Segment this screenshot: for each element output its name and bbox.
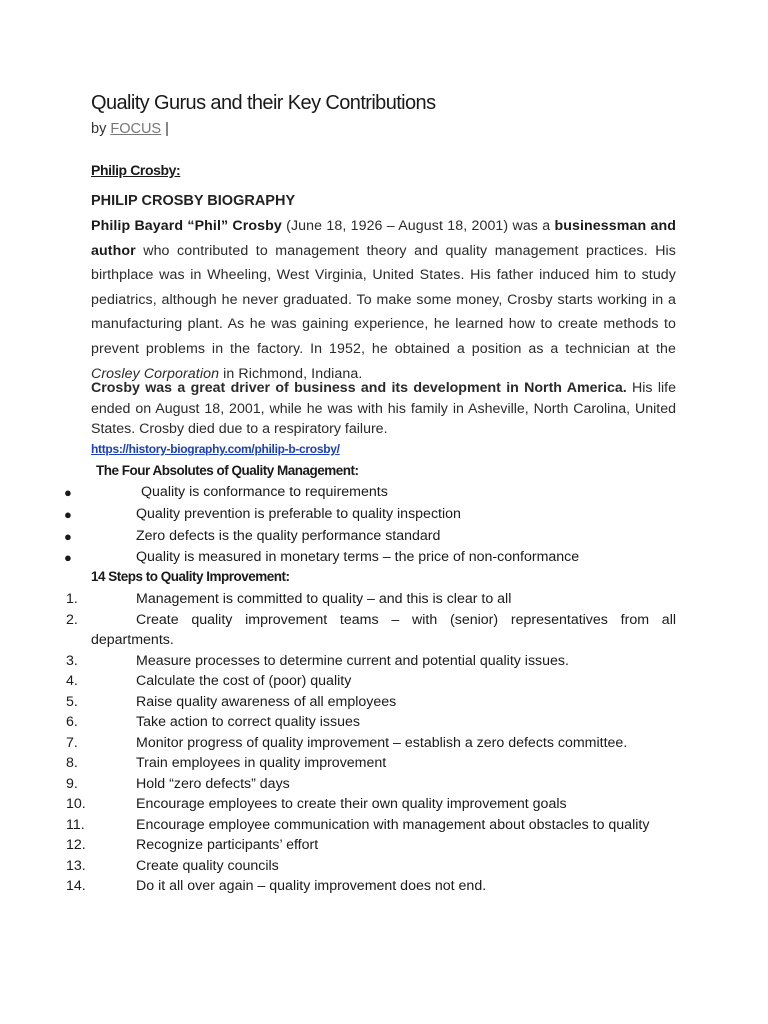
step-item [0, 589, 768, 610]
byline-suffix: | [161, 121, 169, 137]
step-item [0, 753, 768, 774]
step-number: 4. [66, 673, 78, 689]
bullet-icon: ● [64, 506, 72, 522]
bio-text-1: (June 18, 1926 – August 18, 2001) was a [281, 218, 555, 234]
list-item-text: Quality is conformance to requirements [141, 484, 388, 500]
step-text: Monitor progress of quality improvement – establish a zero defects committee. [136, 734, 628, 751]
absolutes-heading: The Four Absolutes of Quality Management: [96, 463, 359, 478]
step-item [0, 835, 768, 856]
step-number: 11. [66, 816, 85, 833]
bullet-icon: ● [64, 528, 72, 544]
step-number: 2. [66, 611, 78, 628]
step-text: Recognize participants’ effort [136, 837, 319, 853]
step-number: 1. [66, 591, 78, 607]
bio-role: businessman and author [91, 218, 676, 259]
list-item [0, 547, 768, 569]
step-text: Take action to correct quality issues [136, 714, 360, 730]
source-link[interactable]: https://history-biography.com/philip-b-crosby/ [91, 442, 340, 456]
step-text: Train employees in quality improvement [136, 755, 387, 771]
step-number: 14. [66, 878, 86, 894]
steps-list [0, 589, 768, 897]
list-item [0, 526, 768, 548]
biography-paragraph [91, 214, 676, 386]
step-number: 8. [66, 755, 78, 771]
legacy-bold-text: Crosby was a great driver of business and its development in North America. [91, 380, 627, 396]
bullet-icon: ● [64, 550, 72, 566]
step-number: 7. [66, 734, 78, 751]
step-item [0, 794, 768, 815]
step-text: Do it all over again – quality improvement does not end. [136, 878, 487, 894]
step-text: Calculate the cost of (poor) quality [136, 673, 352, 689]
list-item [0, 504, 768, 526]
step-text: Create quality improvement teams – with (senior) representatives from all departments. [91, 611, 676, 648]
bullet-icon: ● [64, 485, 72, 500]
byline [91, 121, 169, 137]
author-link[interactable]: FOCUS [110, 121, 162, 137]
step-text: Hold “zero defects” days [136, 775, 290, 792]
step-text: Encourage employee communication with management about obstacles to quality [136, 816, 650, 833]
step-item [0, 610, 768, 651]
step-number: 13. [66, 857, 86, 874]
step-number: 9. [66, 775, 78, 792]
list-item [0, 482, 768, 504]
step-number: 12. [66, 837, 86, 853]
step-text: Encourage employees to create their own quality improvement goals [136, 796, 567, 812]
legacy-text: His life ended on August 18, 2001, while he was with his family in Asheville, North Carolina, United States. Crosby died due to a respiratory failure. [91, 380, 676, 437]
step-item [0, 712, 768, 733]
step-number: 3. [66, 652, 78, 669]
bio-company: Crosley Corporation [91, 365, 220, 382]
step-item [0, 856, 768, 877]
step-item [0, 876, 768, 897]
document-title: Quality Gurus and their Key Contributions [91, 92, 436, 114]
section-heading-philip-crosby: Philip Crosby: [91, 162, 181, 178]
legacy-paragraph [91, 378, 676, 440]
list-item-text: Quality is measured in monetary terms – the price of non-conformance [136, 549, 580, 566]
bio-text-2: who contributed to management theory and quality management practices. His birthplace was in Wheeling, West Virginia, United States. His father induced him to study pediatrics, although he never graduated. To make some money, Crosby starts working in a manufacturing plant. As he was gaining experience, he learned how to create methods to prevent problems in the factory. In 1952, he obtained a position as a technician at the [91, 242, 676, 357]
step-item [0, 692, 768, 713]
step-item [0, 733, 768, 754]
step-item [0, 815, 768, 836]
step-text: Create quality councils [136, 857, 279, 874]
step-item [0, 671, 768, 692]
steps-heading: 14 Steps to Quality Improvement: [91, 569, 290, 584]
step-text: Management is committed to quality – and this is clear to all [136, 591, 512, 607]
absolutes-list [0, 482, 768, 569]
list-item-text: Quality prevention is preferable to quality inspection [136, 505, 461, 522]
bio-name: Philip Bayard “Phil” Crosby [91, 218, 282, 234]
step-number: 6. [66, 714, 78, 730]
step-number: 5. [66, 693, 78, 710]
list-item-text: Zero defects is the quality performance standard [136, 527, 441, 544]
bio-text-3: in Richmond, Indiana. [219, 365, 363, 382]
step-text: Measure processes to determine current and potential quality issues. [136, 652, 569, 669]
bio-heading: PHILIP CROSBY BIOGRAPHY [91, 193, 296, 209]
step-text: Raise quality awareness of all employees [136, 693, 397, 710]
byline-prefix: by [91, 121, 111, 137]
step-number: 10. [66, 796, 86, 812]
step-item [0, 774, 768, 795]
step-item [0, 651, 768, 672]
